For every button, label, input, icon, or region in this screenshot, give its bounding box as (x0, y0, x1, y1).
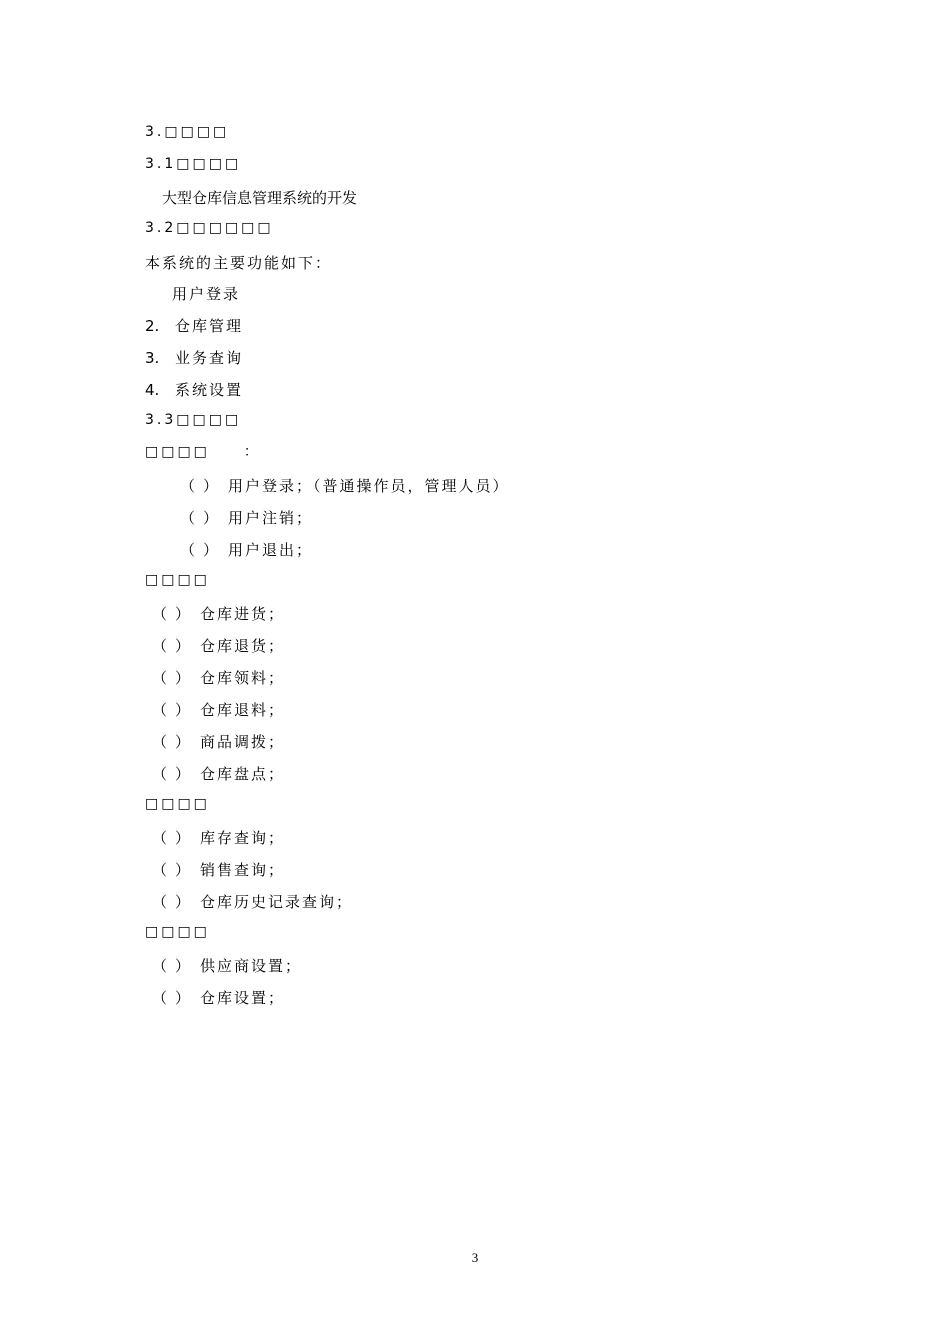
paren-marker: （） (180, 509, 227, 527)
function-item-number: 4. (145, 381, 160, 399)
function-item-label: 用户登录 (172, 285, 241, 303)
sub-item-label: 销售查询； (200, 861, 286, 879)
sub-item-label: 仓库退料； (200, 701, 286, 719)
sub-list-item (152, 668, 285, 688)
section-heading-3: 3.□□□□ (145, 124, 230, 140)
sub-item-label: 用户登录；（普通操作员，管理人员） (228, 477, 510, 495)
sub-list-item (152, 828, 285, 848)
page-number: 3 (471, 1250, 479, 1265)
section-heading-3-2: 3.2□□□□□□ (145, 220, 274, 236)
sub-list-item (152, 604, 285, 624)
function-item-number: 2. (145, 317, 160, 335)
sub-item-label: 仓库领料； (200, 669, 286, 687)
function-item-label: 业务查询 (175, 349, 244, 367)
function-list-item (145, 380, 243, 400)
paren-marker: （） (152, 669, 199, 687)
paren-marker: （） (152, 989, 199, 1007)
paren-marker: （） (152, 605, 199, 623)
group-title: □□□□ (145, 796, 210, 812)
paren-marker: （） (152, 957, 199, 975)
sub-item-label: 仓库历史记录查询； (200, 893, 354, 911)
group-title: □□□□ (145, 572, 210, 588)
function-list-item (145, 316, 243, 336)
sub-list-item (180, 476, 510, 496)
sub-list-item (152, 956, 302, 976)
sub-list-item (152, 636, 285, 656)
paren-marker: （） (152, 829, 199, 847)
function-item-label: 系统设置 (175, 381, 244, 399)
paren-marker: （） (152, 637, 199, 655)
sub-list-item (152, 764, 285, 784)
function-list-item (145, 348, 243, 368)
paren-marker: （） (152, 701, 199, 719)
function-item-number: 3. (145, 349, 160, 367)
sub-item-label: 商品调拨； (200, 733, 286, 751)
function-intro-text: 本系统的主要功能如下： (145, 254, 333, 272)
sub-item-label: 仓库设置； (200, 989, 286, 1007)
sub-list-item (180, 508, 313, 528)
sub-item-label: 供应商设置； (200, 957, 303, 975)
paren-marker: （） (152, 733, 199, 751)
sub-item-label: 用户退出； (228, 541, 314, 559)
sub-item-label: 用户注销； (228, 509, 314, 527)
paren-marker: （） (152, 861, 199, 879)
section-heading-3-3: 3.3□□□□ (145, 412, 242, 428)
sub-item-label: 仓库退货； (200, 637, 286, 655)
paren-marker: （） (152, 765, 199, 783)
project-title-text: 大型仓库信息管理系统的开发 (162, 189, 358, 207)
section-heading-3-1: 3.1□□□□ (145, 156, 242, 172)
sub-item-label: 库存查询； (200, 829, 286, 847)
sub-list-item (152, 988, 285, 1008)
function-item-label: 仓库管理 (175, 317, 244, 335)
sub-item-label: 仓库进货； (200, 605, 286, 623)
sub-list-item (152, 700, 285, 720)
function-list-item (172, 284, 240, 304)
sub-item-label: 仓库盘点； (200, 765, 286, 783)
sub-list-item (152, 860, 285, 880)
paren-marker: （） (180, 477, 227, 495)
paren-marker: （） (180, 541, 227, 559)
paren-marker: （） (152, 893, 199, 911)
sub-list-item (152, 892, 353, 912)
sub-list-item (152, 732, 285, 752)
group-title: □□□□ (145, 924, 210, 940)
group-title: □□□□ ： (145, 444, 261, 460)
sub-list-item (180, 540, 313, 560)
